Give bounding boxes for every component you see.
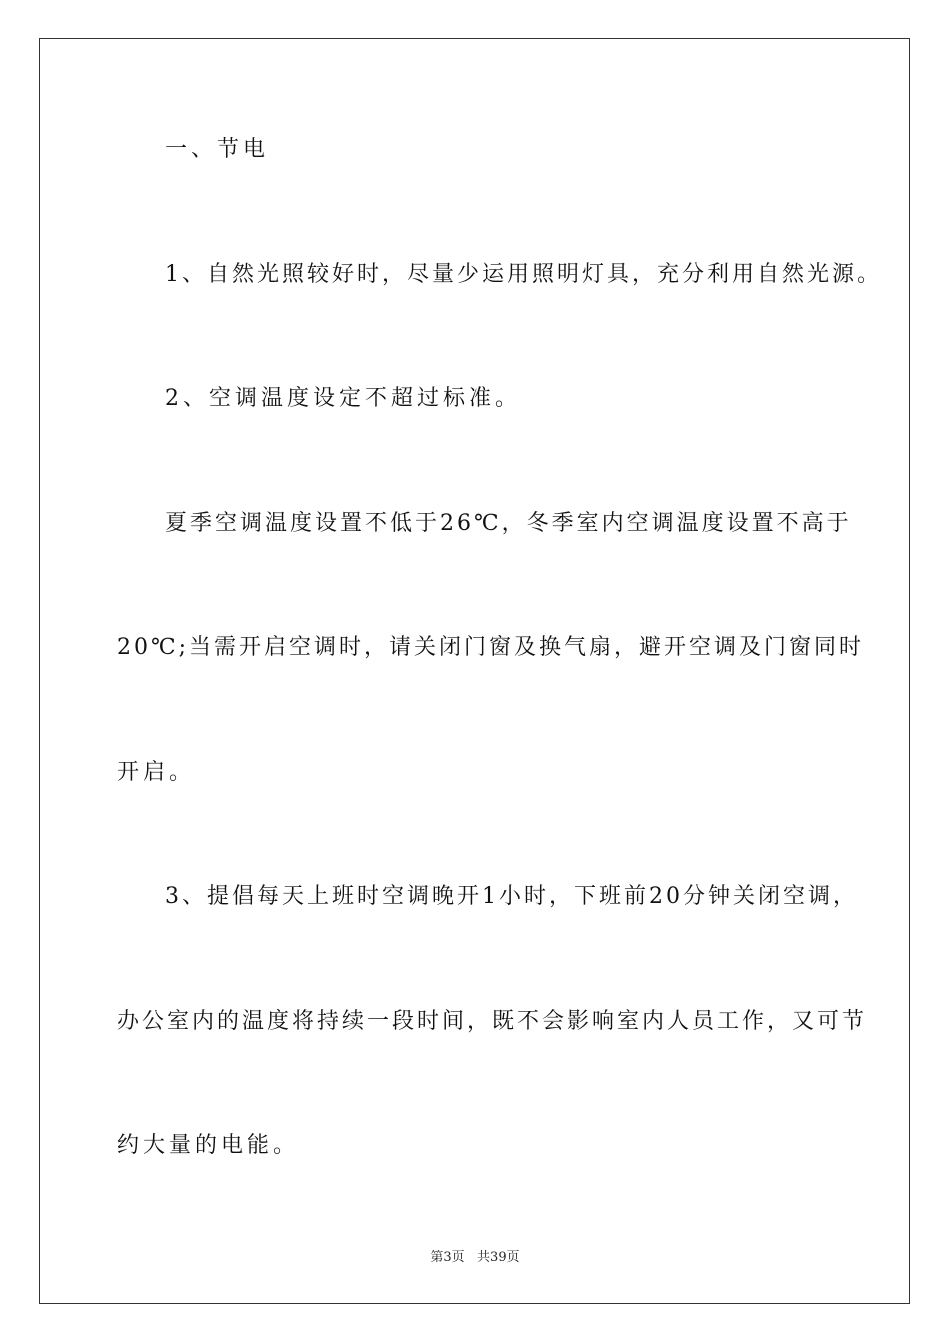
paragraph-line: 2、空调温度设定不超过标准。 xyxy=(165,386,521,411)
paragraph-line: 3、提倡每天上班时空调晚开1小时，下班前20分钟关闭空调， xyxy=(165,884,858,909)
paragraph-line: 开启。 xyxy=(117,760,196,785)
paragraph-line: 1、自然光照较好时，尽量少运用照明灯具，充分利用自然光源。 xyxy=(165,262,882,287)
paragraph-line: 夏季空调温度设置不低于26℃，冬季室内空调温度设置不高于 xyxy=(165,511,852,536)
paragraph-line: 办公室内的温度将持续一段时间，既不会影响室内人员工作，又可节 xyxy=(117,1009,868,1034)
section-heading: 一、节电 xyxy=(165,137,270,162)
paragraph-line: 20℃;当需开启空调时，请关闭门窗及换气扇，避开空调及门窗同时 xyxy=(117,635,865,660)
paragraph-line: 约大量的电能。 xyxy=(117,1133,300,1158)
page-footer: 第3页 共39页 xyxy=(430,1250,520,1265)
page-border xyxy=(39,38,910,1304)
